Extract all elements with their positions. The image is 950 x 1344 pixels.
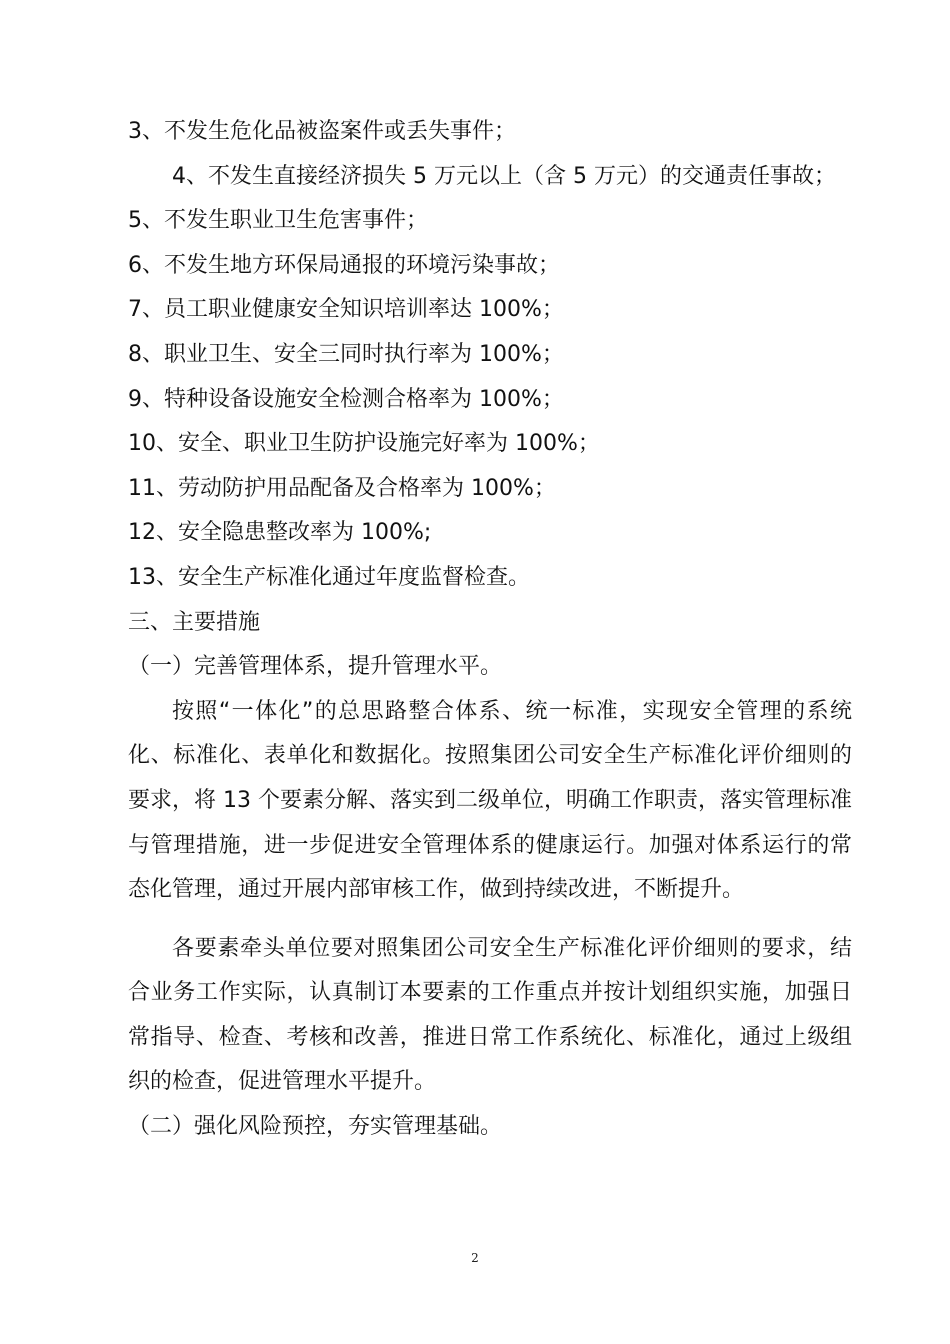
body-paragraph-2: 各要素牵头单位要对照集团公司安全生产标准化评价细则的要求，结合业务工作实际，认真制订本要素的工作重点并按计划组织实施，加强日常指导、检查、考核和改善，推进日常工作系统化、标准化，通过上级组织的检查，促进管理水平提升。 <box>128 935 852 1095</box>
target-item-4: 4、不发生直接经济损失 5 万元以上（含 5 万元）的交通责任事故； <box>172 163 836 189</box>
target-item-11: 11、劳动防护用品配备及合格率为 100%； <box>128 475 556 501</box>
body-paragraph-1: 按照“一体化”的总思路整合体系、统一标准，实现安全管理的系统化、标准化、表单化和数据化。按照集团公司安全生产标准化评价细则的要求，将 13 个要素分解、落实到二级单位，明确工作职责，落实管理标准与管理措施，进一步促进安全管理体系的健康运行。加强对体系运行的常态化管理，通过开展内部审核工作，做到持续改进，不断提升。 <box>128 698 852 903</box>
page-number: 2 <box>471 1251 479 1265</box>
target-item-12: 12、安全隐患整改率为 100%; <box>128 520 432 546</box>
target-item-6: 6、不发生地方环保局通报的环境污染事故； <box>128 252 560 278</box>
target-item-8: 8、职业卫生、安全三同时执行率为 100%； <box>128 341 564 367</box>
subsection-heading-2: （二）强化风险预控，夯实管理基础。 <box>128 1114 503 1140</box>
target-item-13: 13、安全生产标准化通过年度监督检查。 <box>128 564 530 590</box>
target-item-7: 7、员工职业健康安全知识培训率达 100%； <box>128 297 564 323</box>
document-body <box>128 110 852 1150</box>
target-item-9: 9、特种设备设施安全检测合格率为 100%； <box>128 386 564 412</box>
target-item-10: 10、安全、职业卫生防护设施完好率为 100%； <box>128 431 600 457</box>
section-heading: 三、主要措施 <box>128 609 261 635</box>
subsection-heading-1: （一）完善管理体系，提升管理水平。 <box>128 654 503 680</box>
target-item-3: 3、不发生危化品被盗案件或丢失事件； <box>128 119 516 144</box>
target-item-5: 5、不发生职业卫生危害事件； <box>128 208 428 234</box>
